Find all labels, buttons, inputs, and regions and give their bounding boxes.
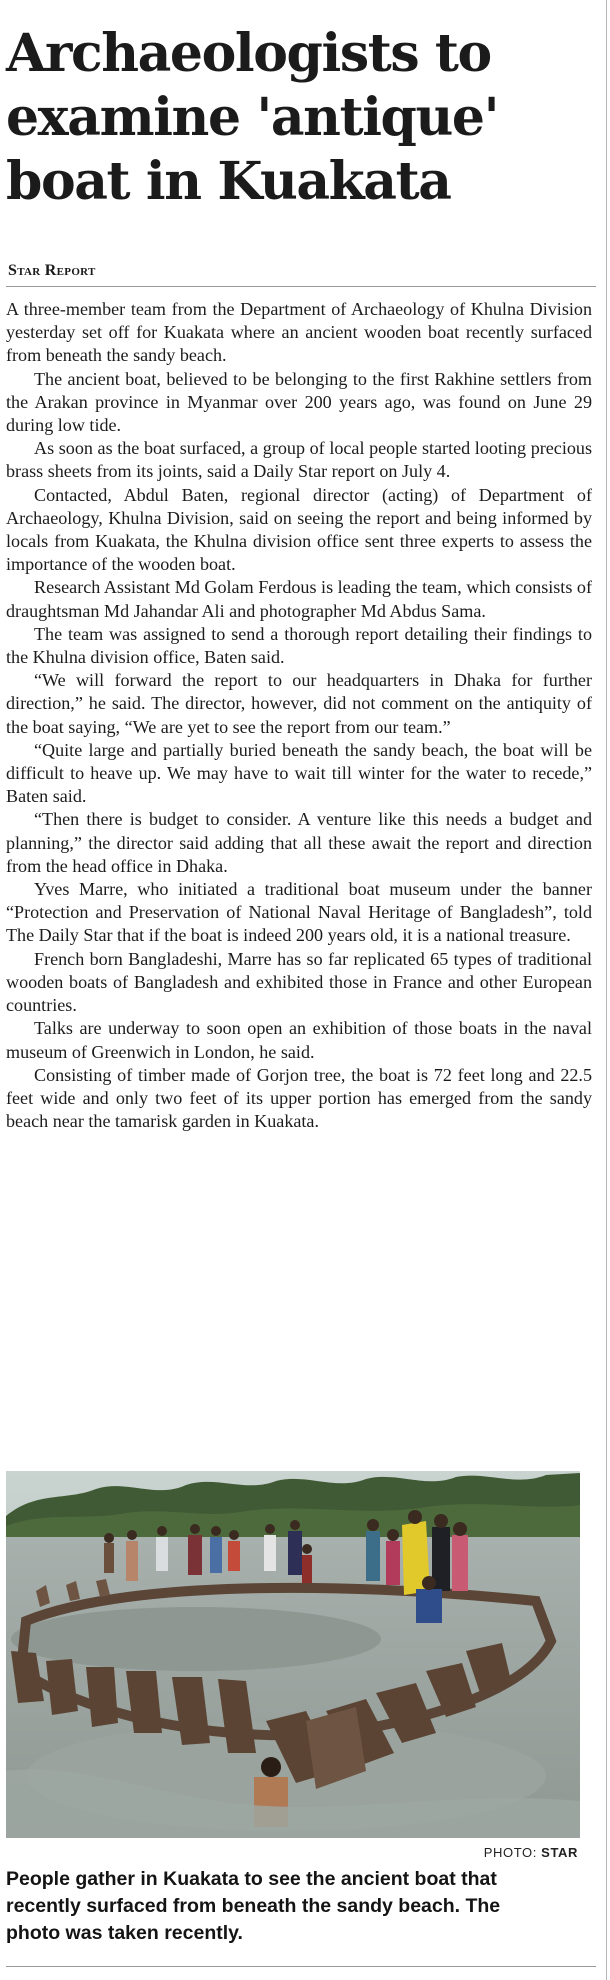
article-paragraph: Talks are underway to soon open an exhibition of those boats in the naval museum of Greenwich in London, he said.: [6, 1018, 592, 1062]
headline-line: Archaeologists to: [6, 23, 491, 84]
page-right-border: [606, 0, 607, 1980]
caption-line: People gather in Kuakata to see the ancient boat that: [6, 1868, 497, 1890]
article-paragraph: “Quite large and partially buried beneath the sandy beach, the boat will be difficult to heave up. We may have to wait till winter for the water to recede,” Baten said.: [6, 739, 592, 807]
article-paragraph: Yves Marre, who initiated a traditional boat museum under the banner “Protection and Preservation of National Naval Heritage of Bangladesh”, told The Daily Star that if the boat is indeed 200 years old, it is a national treasure.: [6, 879, 592, 946]
headline: [6, 22, 596, 214]
article-paragraph: French born Bangladeshi, Marre has so far replicated 65 types of traditional wooden boats of Bangladesh and exhibited those in France and other European countries.: [6, 948, 592, 1016]
byline-divider: [6, 286, 596, 287]
article-paragraph: “Then there is budget to consider. A venture like this needs a budget and planning,” the director said adding that all these await the report and direction from the head office in Dhaka.: [6, 809, 592, 876]
article-paragraph: A three-member team from the Department of Archaeology of Khulna Division yesterday set off for Kuakata where an ancient wooden boat recently surfaced from beneath the sandy beach.: [6, 299, 592, 366]
caption-line: photo was taken recently.: [6, 1922, 243, 1944]
bottom-divider: [6, 1966, 596, 1967]
beach-boat-photo: [6, 1471, 580, 1838]
photo-credit-source: STAR: [541, 1845, 578, 1860]
article-paragraph: The team was assigned to send a thorough report detailing their findings to the Khulna division office, Baten said.: [6, 623, 592, 668]
headline-line: examine 'antique': [6, 87, 499, 148]
article-paragraph: Contacted, Abdul Baten, regional director (acting) of Department of Archaeology, Khulna Division, said on seeing the report and being informed by locals from Kuakata, the Khulna division office sent three experts to assess the importance of the wooden boat.: [6, 484, 592, 575]
article-paragraph: “We will forward the report to our headquarters in Dhaka for further direction,” he said. The director, however, did not comment on the antiquity of the boat saying, “We are yet to see the report from our team.”: [6, 670, 592, 737]
headline-line: boat in Kuakata: [6, 151, 451, 212]
byline: Star Report: [8, 262, 96, 279]
article-paragraph: As soon as the boat surfaced, a group of local people started looting precious brass sheets from its joints, said a Daily Star report on July 4.: [6, 438, 592, 482]
article-body: [6, 298, 592, 1133]
photo-credit-label: PHOTO:: [483, 1845, 537, 1860]
caption-line: recently surfaced from beneath the sandy beach. The: [6, 1895, 501, 1917]
article-paragraph: The ancient boat, believed to be belonging to the first Rakhine settlers from the Arakan province in Myanmar over 200 years ago, was found on June 29 during low tide.: [6, 368, 592, 436]
article-paragraph: Consisting of timber made of Gorjon tree, the boat is 72 feet long and 22.5 feet wide and only two feet of its upper portion has emerged from the sandy beach near the tamarisk garden in Kuakata.: [6, 1064, 592, 1132]
article-paragraph: Research Assistant Md Golam Ferdous is leading the team, which consists of draughtsman Md Jahandar Ali and photographer Md Abdus Sama.: [6, 577, 592, 621]
photo-caption: [6, 1866, 576, 1947]
photo-credit: [484, 1845, 578, 1860]
news-photo: [6, 1471, 580, 1838]
